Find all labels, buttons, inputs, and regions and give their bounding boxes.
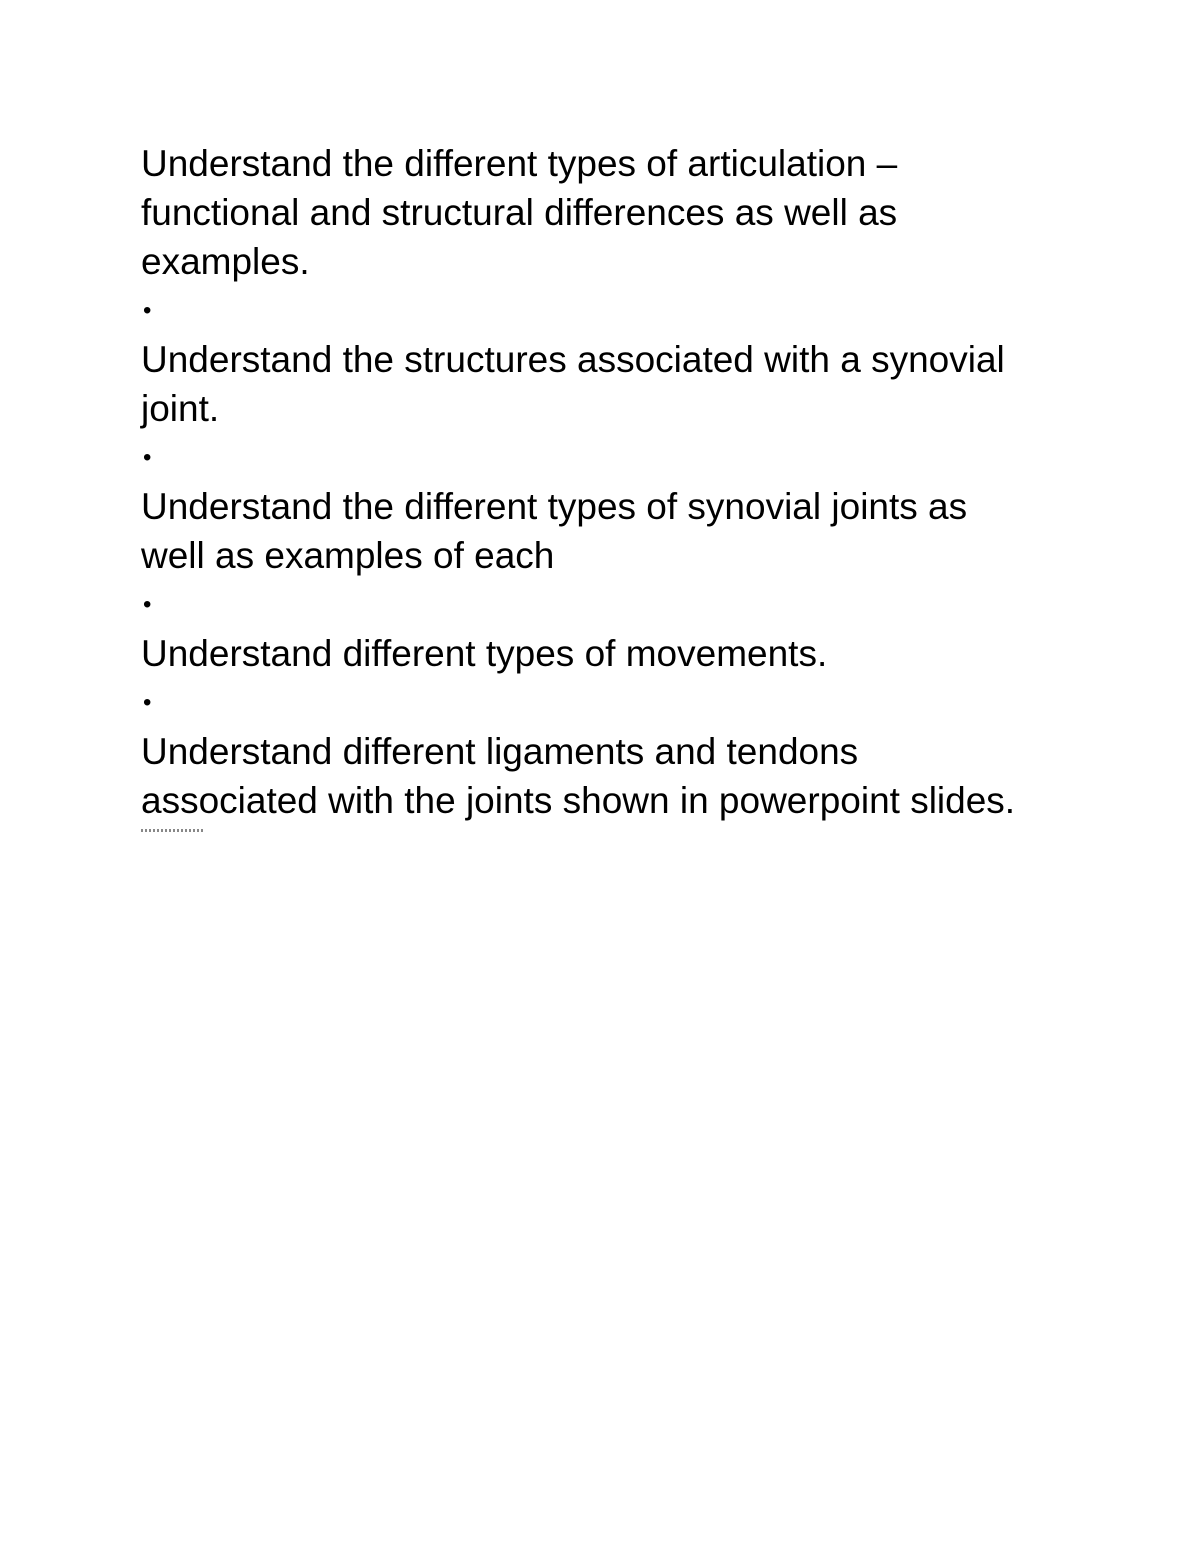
bullet-marker-2: • — [143, 444, 152, 471]
bullet-marker-4: • — [143, 689, 152, 716]
objective-text-1: Understand the different types of articulation – functional and structural differences as well as examples. — [141, 143, 898, 282]
objective-text-3: Understand the different types of synovial joints as well as examples of each — [141, 486, 968, 576]
document-body — [141, 139, 1101, 825]
bullet-marker-1: • — [143, 297, 152, 324]
objective-text-5: Understand different ligaments and tendons associated with the joints shown in powerpoint slides. — [141, 731, 1016, 821]
bullet-marker-3: • — [143, 591, 152, 618]
objective-text-4: Understand different types of movements. — [141, 633, 828, 674]
objective-text-2: Understand the structures associated with a synovial joint. — [141, 339, 1005, 429]
illegible-fine-print — [141, 829, 203, 832]
